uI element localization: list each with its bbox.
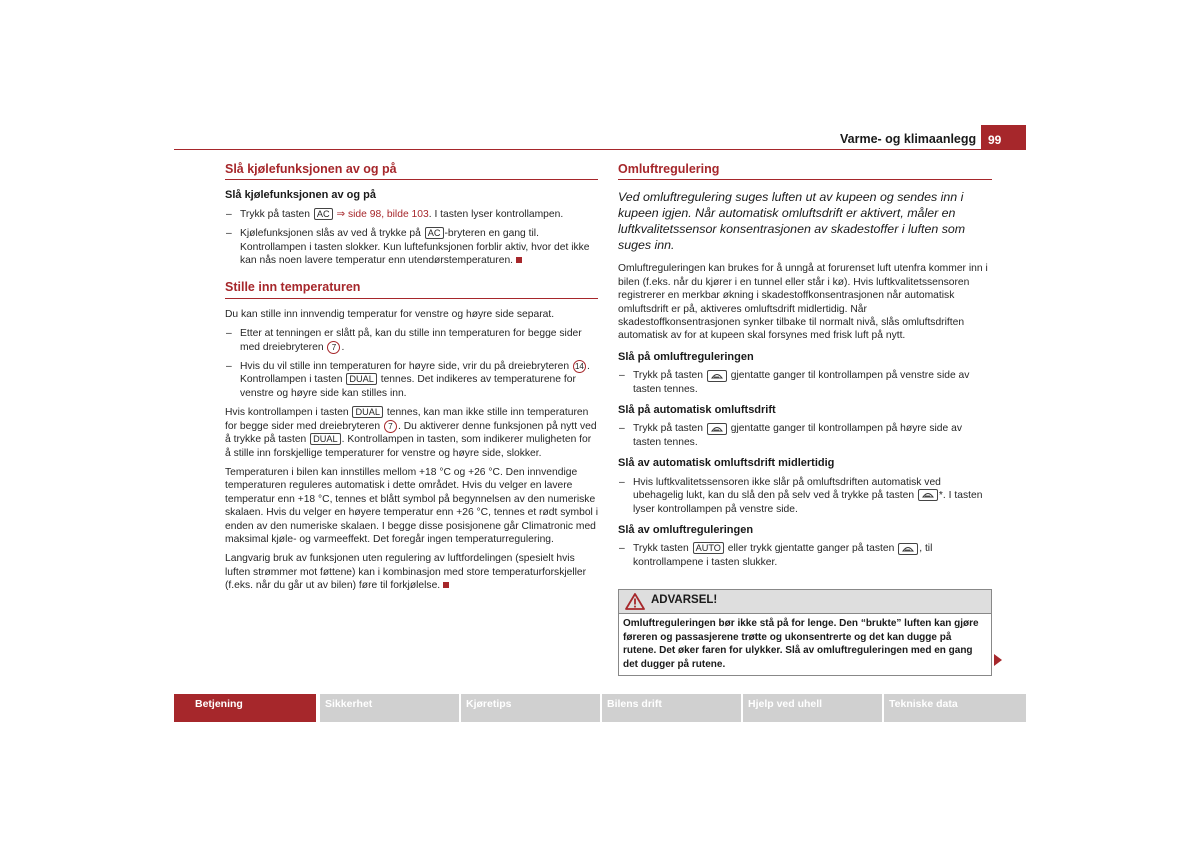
- recirculation-icon: [918, 489, 938, 501]
- list-item: – Kjølefunksjonen slås av ved å trykke på AC -bryteren en gang til. Kontrollampen i tasten slokker. Kun luftefunksjonen forblir aktiv, hvor det ikke kan nås noen lavere temperatur enn utendørstemperaturen.: [226, 228, 590, 267]
- paragraph: Langvarig bruk av funksjonen uten regulering av luftfordelingen (spesielt hvis luften strømmer mot føttene) kan i kombinasjon med store temperaturforskjeller (f.eks. når du går ut av bilen) føre til forkjølelse.: [225, 553, 587, 592]
- dash: –: [619, 476, 625, 488]
- section-title-recirculation: Omluftregulering: [618, 163, 992, 180]
- list-item: – Trykk på tasten gjentatte ganger til kontrollampen på høyre side av tasten tennes.: [619, 423, 962, 448]
- dash: –: [226, 208, 232, 220]
- dual-key: DUAL: [352, 406, 383, 418]
- control-number: 7: [384, 420, 397, 433]
- chapter-tabs: [174, 694, 1026, 722]
- cross-reference-link[interactable]: ⇒ side 98, bilde 103: [333, 208, 429, 220]
- right-column: [618, 163, 992, 575]
- tab-bilens-drift[interactable]: Bilens drift: [602, 694, 741, 722]
- paragraph: Hvis kontrollampen i tasten DUAL tennes, kan man ikke stille inn temperaturen for begge sider med dreiebryteren 7 . Du aktiverer denne funksjonen på nytt ved å trykke på tasten DUAL . Kontrollampen in tasten, som indikerer muligheten for å stille inn forskjellige temperaturer for venstre og høyre side, slokker.: [225, 407, 597, 459]
- subheading: Slå på automatisk omluftsdrift: [618, 404, 776, 417]
- list-item: – Hvis du vil stille inn temperaturen for høyre side, vrir du på dreiebryteren 14 . Kontrollampen i tasten DUAL tennes. Det indikeres av temperaturene for venstre og høyre side kan stilles inn.: [226, 361, 590, 399]
- continue-arrow-icon: [994, 654, 1002, 666]
- warning-box: [618, 589, 992, 676]
- list-item: – Hvis luftkvalitetssensoren ikke slår på omluftsdriften automatisk ved ubehagelig lukt, kan du slå den på selv ved å trykke på tasten *. I tasten lyser kontrollampen på venstre side.: [619, 476, 983, 515]
- tab-sikkerhet[interactable]: Sikkerhet: [320, 694, 459, 722]
- paragraph: Omluftreguleringen kan brukes for å unngå at forurenset luft utenfra kommer inn i bilen (f.eks. når du kjører i en tunnel eller står i kø). Hvis luftkvalitetssensoren registrerer en merkbar økning i skadestoffkonsentrasjonen når automatisk omluftsdrift er på, aktiveres omluftsdrift midlertidig. Når skadestoffkonsentrasjonen synker tilbake til normalt nivå, slås omluftsdriften automatisk av for at kupeen skal forsynes med frisk luft på nytt.: [618, 263, 988, 342]
- list-item: – Etter at tenningen er slått på, kan du stille inn temperaturen for begge sider med dreiebryteren 7 .: [226, 328, 582, 353]
- paragraph: Du kan stille inn innvendig temperatur for venstre og høyre side separat.: [225, 308, 555, 320]
- subheading: Slå på omluftreguleringen: [618, 350, 754, 363]
- end-of-section-marker: [516, 257, 522, 263]
- tab-hjelp-ved-uhell[interactable]: Hjelp ved uhell: [743, 694, 882, 722]
- page-number: 99: [981, 125, 1026, 149]
- warning-text: Omluftreguleringen bør ikke stå på for lenge. Den “brukte” luften kan gjøre føreren og passasjerene trøtte og ukonsentrerte og det kan dugge på rutene. Det øker faren for ulykker. Slå av omluftreguleringen med en gang det dugger på rutene.: [623, 618, 979, 670]
- tab-tekniske-data[interactable]: Tekniske data: [884, 694, 1026, 722]
- dash: –: [226, 361, 232, 373]
- tab-betjening[interactable]: Betjening: [174, 694, 316, 722]
- warning-header: [619, 590, 991, 614]
- left-column: [225, 163, 598, 599]
- paragraph: Temperaturen i bilen kan innstilles mellom +18 °C og +26 °C. Den innvendige temperaturen reguleres automatisk i dette området. Hvis du velger en lavere temperatur enn +18 °C, tennes et blått symbol på begynnelsen av den numeriske skalaen. Hvis du velger en høyere temperatur enn +26 °C, tennes et rødt symbol i enden av den numeriske skalaen. I begge disse posisjonene går Climatronic med maksimal kjøle- og varmeeffekt. Det foregår ingen temperaturregulering.: [225, 466, 598, 545]
- subheading: Slå av omluftreguleringen: [618, 523, 754, 536]
- section-title-cooling: Slå kjølefunksjonen av og på: [225, 163, 598, 180]
- subheading-cooling: Slå kjølefunksjonen av og på: [225, 189, 376, 202]
- recirculation-icon: [898, 543, 918, 555]
- warning-label: ADVARSEL!: [651, 594, 718, 606]
- control-number: 7: [327, 341, 340, 354]
- warning-triangle-icon: [625, 593, 645, 615]
- subheading: Slå av automatisk omluftsdrift midlertidig: [618, 457, 835, 470]
- dual-key: DUAL: [346, 373, 377, 385]
- dash: –: [226, 328, 232, 340]
- dash: –: [619, 543, 625, 555]
- dash: –: [226, 228, 232, 240]
- ac-key: AC: [425, 227, 444, 239]
- list-item: – Trykk på tasten AC ⇒ side 98, bilde 103. I tasten lyser kontrollampen.: [226, 208, 564, 220]
- intro-text: Ved omluftregulering suges luften ut av kupeen og sendes inn i kupeen igjen. Når automatisk omluftsdrift er aktivert, måler en luftkvalitetssensor konsentrasjonen av skadestoffer i luften som suges inn.: [618, 190, 966, 253]
- section-header-title: Varme- og klimaanlegg: [840, 132, 977, 146]
- header-rule: [174, 149, 1026, 150]
- section-title-temperature: Stille inn temperaturen: [225, 281, 598, 298]
- recirculation-icon: [707, 423, 727, 435]
- ac-key: AC: [314, 208, 333, 220]
- auto-key: AUTO: [693, 542, 724, 554]
- tab-kjoretips[interactable]: Kjøretips: [461, 694, 600, 722]
- list-item: – Trykk på tasten gjentatte ganger til kontrollampen på venstre side av tasten tennes.: [619, 370, 970, 395]
- dual-key: DUAL: [310, 433, 341, 445]
- dash: –: [619, 423, 625, 435]
- dash: –: [619, 370, 625, 382]
- recirculation-icon: [707, 370, 727, 382]
- list-item: – Trykk tasten AUTO eller trykk gjentatte ganger på tasten , til kontrollampene i tasten slukker.: [619, 543, 933, 568]
- end-of-section-marker: [443, 582, 449, 588]
- control-number: 14: [573, 360, 586, 373]
